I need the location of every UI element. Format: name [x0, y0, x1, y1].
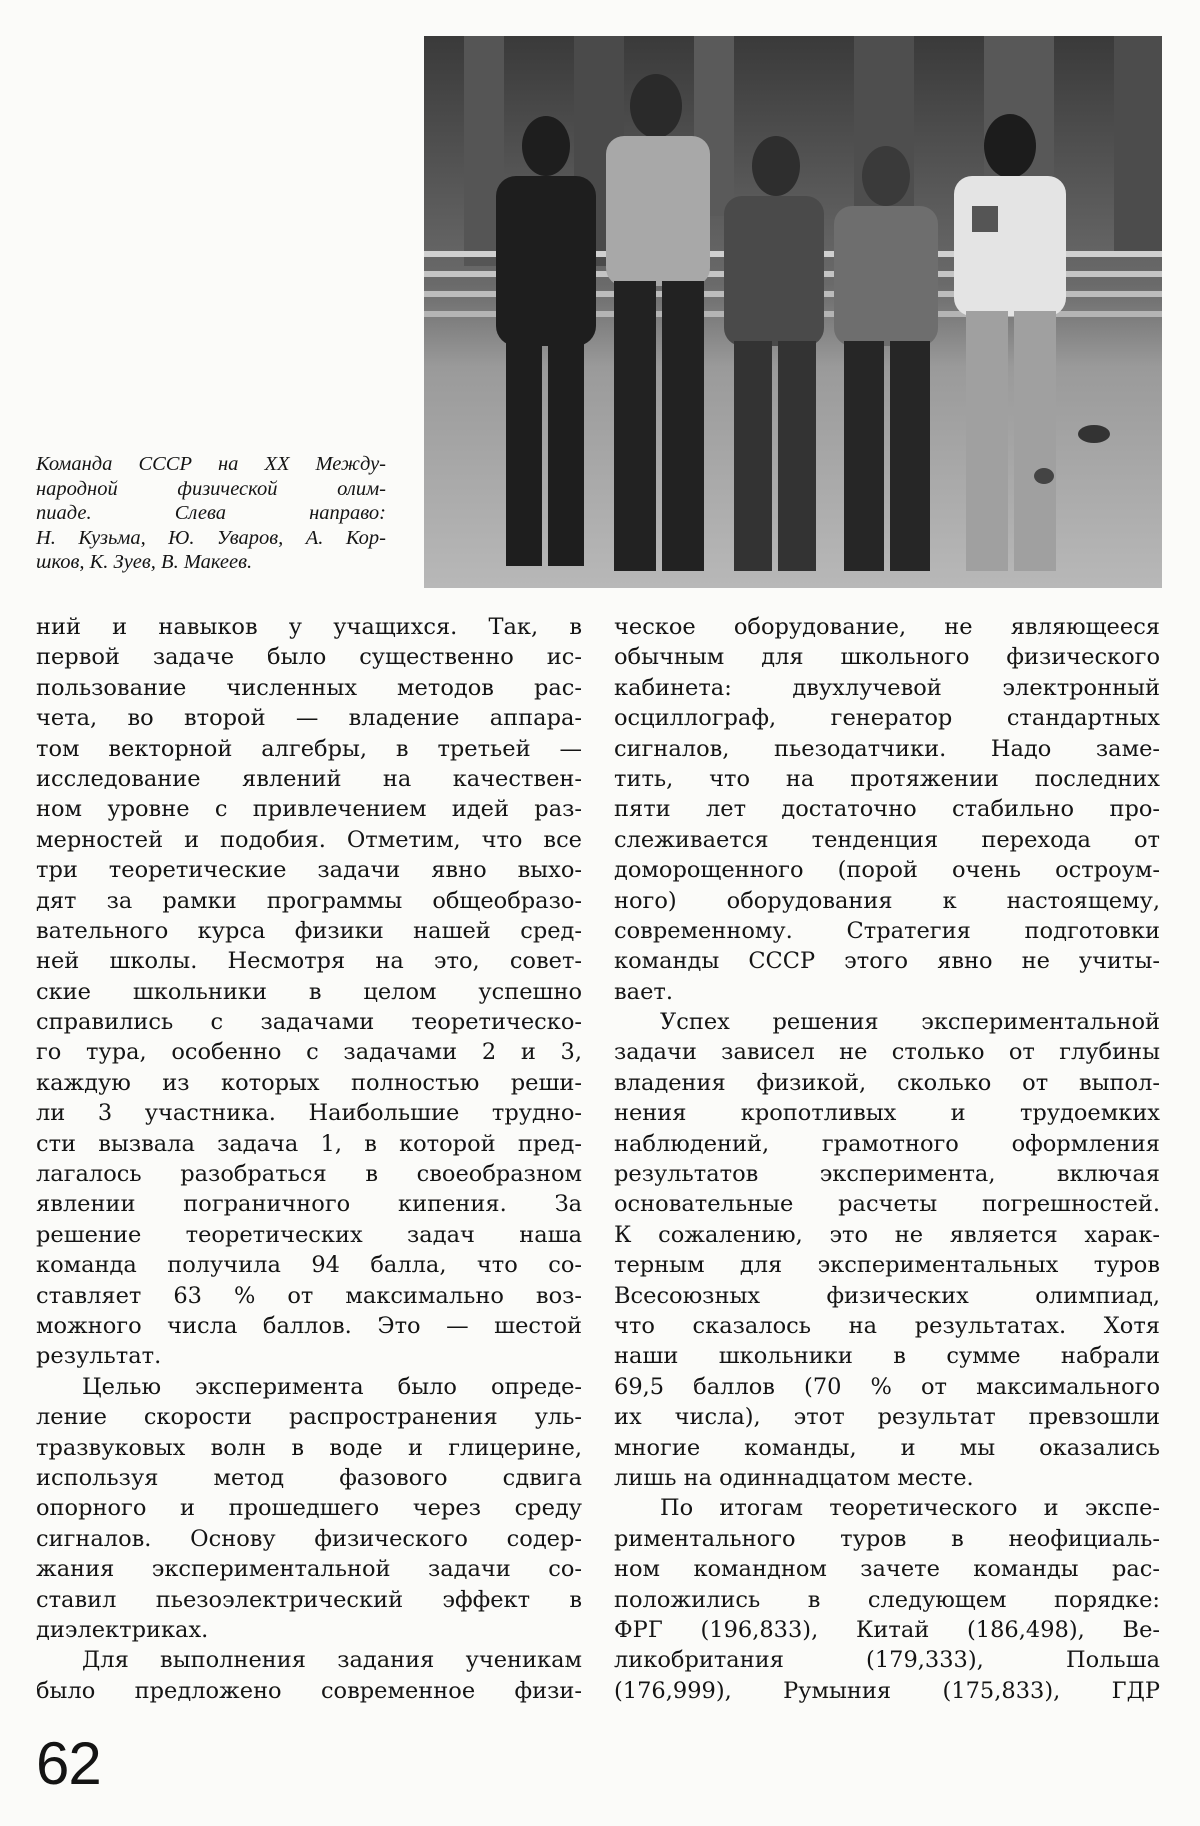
text-line: нения кропотливых и трудоемких [614, 1100, 1160, 1127]
text-line: слеживается тенденция перехода от [614, 826, 1160, 853]
team-photo-illustration [424, 36, 1162, 588]
text-line: сти вызвала задача 1, в которой пред- [36, 1130, 582, 1157]
text-line: три теоретические задачи явно выхо- [36, 857, 582, 884]
text-line: чета, во второй — владение аппара- [36, 705, 582, 732]
paragraph [36, 612, 582, 1372]
text-line: задачи зависел не столько от глубины [614, 1039, 1160, 1066]
paragraph [36, 1372, 582, 1646]
text-line: результат. [36, 1343, 162, 1370]
text-line: го тура, особенно с задачами 2 и 3, [36, 1039, 582, 1066]
text-line: сигналов, пьезодатчики. Надо заме- [614, 735, 1160, 762]
text-line: многие команды, и мы оказались [614, 1434, 1160, 1461]
text-line: лагалось разобраться в своеобразном [36, 1161, 582, 1188]
text-line: современному. Стратегия подготовки [614, 917, 1160, 944]
text-line: ний и навыков у учащихся. Так, в [36, 614, 582, 640]
text-line: было предложено современное физи- [36, 1677, 582, 1704]
text-line: лишь на одиннадцатом месте. [614, 1464, 974, 1491]
left-column [36, 612, 582, 1706]
text-line: доморощенного (порой очень остроум- [614, 857, 1160, 884]
text-line: кабинета: двухлучевой электронный [614, 674, 1160, 701]
text-line: ление скорости распространения уль- [36, 1404, 582, 1431]
text-line: ного) оборудования к настоящему, [614, 887, 1160, 914]
text-line: Целью эксперимента было опреде- [82, 1373, 582, 1400]
text-line: тразвуковых волн в воде и глицерине, [36, 1434, 582, 1461]
text-line: пользование численных методов рас- [36, 674, 582, 701]
text-line: что сказалось на результатах. Хотя [614, 1312, 1160, 1339]
text-line: можного числа баллов. Это — шестой [36, 1312, 582, 1339]
text-line: том векторной алгебры, в третьей — [36, 735, 582, 762]
text-line: владения физикой, сколько от выпол- [614, 1069, 1160, 1096]
text-line: результатов эксперимента, включая [614, 1161, 1160, 1188]
text-line: (176,999), Румыния (175,833), ГДР [614, 1677, 1160, 1704]
text-line: опорного и прошедшего через среду [36, 1495, 582, 1522]
text-line: ном уровне с привлечением идей раз- [36, 796, 582, 823]
text-line: вательного курса физики нашей сред- [36, 917, 582, 944]
text-line: терным для экспериментальных туров [614, 1252, 1160, 1279]
text-line: мерностей и подобия. Отметим, что все [36, 826, 582, 853]
text-line: вает. [614, 978, 673, 1005]
text-line: осциллограф, генератор стандартных [614, 705, 1160, 732]
page-number: 62 [36, 1730, 101, 1797]
text-line: риментального туров в неофициаль- [614, 1525, 1160, 1552]
text-line: ские школьники в целом успешно [36, 978, 582, 1005]
text-line: сигналов. Основу физического содер- [36, 1525, 582, 1552]
caption-line: Н. Кузьма, Ю. Уваров, А. Кор- [36, 526, 386, 549]
text-line: ном командном зачете команды рас- [614, 1556, 1160, 1583]
text-line: ли 3 участника. Наибольшие трудно- [36, 1100, 582, 1127]
paragraph [614, 1007, 1160, 1493]
text-line: команда получила 94 балла, что со- [36, 1252, 582, 1279]
text-line: ФРГ (196,833), Китай (186,498), Ве- [614, 1616, 1160, 1643]
text-line: жания экспериментальной задачи со- [36, 1556, 582, 1583]
text-line: диэлектриках. [36, 1616, 209, 1643]
text-line: исследование явлений на качествен- [36, 765, 582, 792]
caption-line: Команда СССР на XX Между- [36, 453, 386, 475]
text-line: Успех решения экспериментальной [660, 1009, 1160, 1036]
text-line: обычным для школьного физического [614, 644, 1160, 671]
text-line: ставил пьезоэлектрический эффект в [36, 1586, 582, 1613]
text-line: их числа), этот результат превзошли [614, 1404, 1160, 1431]
text-line: положились в следующем порядке: [614, 1586, 1160, 1613]
text-line: дят за рамки программы общеобразо- [36, 887, 582, 914]
text-line: По итогам теоретического и экспе- [660, 1495, 1160, 1522]
text-line: ликобритания (179,333), Польша [614, 1647, 1160, 1674]
caption-line: пиаде. Слева направо: [36, 502, 386, 525]
text-line: тить, что на протяжении последних [614, 765, 1160, 792]
text-line: наблюдений, грамотного оформления [614, 1130, 1160, 1157]
right-column [614, 612, 1160, 1706]
text-line: ставляет 63 % от максимально воз- [36, 1282, 582, 1309]
paragraph [614, 1493, 1160, 1706]
paragraph [36, 1645, 582, 1706]
text-line: наши школьники в сумме набрали [614, 1343, 1160, 1370]
text-line: основательные расчеты погрешностей. [614, 1191, 1160, 1218]
text-line: Для выполнения задания ученикам [82, 1647, 582, 1674]
text-line: пяти лет достаточно стабильно про- [614, 796, 1160, 823]
text-line: явлении пограничного кипения. За [36, 1191, 582, 1218]
text-line: используя метод фазового сдвига [36, 1464, 582, 1491]
text-line: К сожалению, это не является харак- [614, 1221, 1160, 1248]
text-line: 69,5 баллов (70 % от максимального [614, 1373, 1160, 1400]
text-line: ней школы. Несмотря на это, совет- [36, 948, 582, 975]
text-line: каждую из которых полностью реши- [36, 1069, 582, 1096]
text-line: команды СССР этого явно не учиты- [614, 948, 1160, 975]
text-line: Всесоюзных физических олимпиад, [614, 1282, 1160, 1309]
text-line: справились с задачами теоретическо- [36, 1009, 582, 1036]
text-line: решение теоретических задач наша [36, 1221, 582, 1248]
caption-line: народной физической олим- [36, 477, 386, 500]
photo-caption [36, 452, 386, 575]
paragraph [614, 612, 1160, 1007]
caption-line: шков, К. Зуев, В. Макеев. [36, 551, 253, 574]
text-line: первой задаче было существенно ис- [36, 644, 582, 671]
text-line: ческое оборудование, не являющееся [614, 614, 1160, 640]
team-photo [424, 36, 1162, 588]
